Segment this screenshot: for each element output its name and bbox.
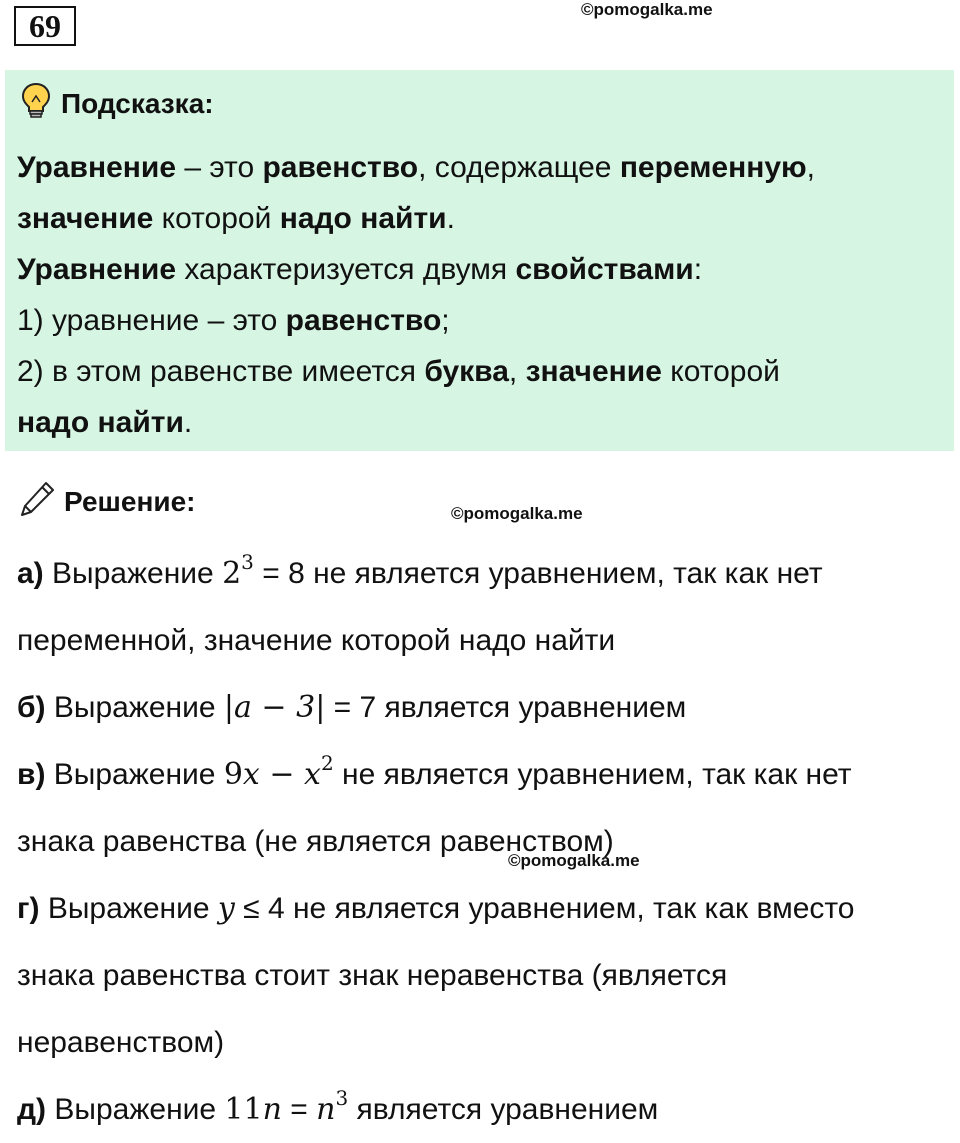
bold-term: значение (525, 355, 662, 388)
solution-item-a-cont: переменной, значение которой надо найти (17, 624, 616, 657)
solution-item-d (17, 1076, 952, 1143)
lightbulb-icon (21, 82, 51, 125)
math-variable: n (316, 1092, 336, 1127)
hint-box (5, 70, 954, 451)
math-operator: − (259, 757, 305, 792)
hint-line (17, 142, 942, 193)
math-exponent: 3 (241, 550, 254, 574)
text: 2) в этом равенстве имеется (17, 355, 425, 388)
bold-term: значение (17, 202, 154, 235)
hint-header (21, 82, 214, 125)
watermark-middle: ©pomogalka.me (451, 504, 583, 523)
item-label: г) (17, 892, 40, 925)
bold-term: надо найти (279, 202, 447, 235)
text: Выражение (39, 892, 218, 925)
math-variable: n (262, 1092, 282, 1127)
text: Выражение (43, 557, 223, 590)
solution-title: Решение: (64, 485, 196, 517)
solution-item-b (17, 674, 952, 741)
item-label: д) (17, 1093, 47, 1126)
solution-item-g-cont: знака равенства стоит знак неравенства (является (17, 959, 728, 992)
text: : (693, 253, 703, 286)
text: = (281, 1093, 317, 1126)
text: = 7 является уравнением (325, 691, 687, 724)
math-number: 9 (223, 757, 243, 792)
math-number: 11 (224, 1092, 263, 1127)
solution-item-g (17, 875, 952, 942)
text: которой (661, 355, 780, 388)
text: , (508, 355, 526, 388)
solution-item-v (17, 741, 952, 808)
solution-item-a (17, 540, 952, 607)
bold-term: Уравнение (17, 151, 177, 184)
bold-term: переменную (619, 151, 807, 184)
bold-term: буква (424, 355, 509, 388)
item-label: а) (17, 557, 44, 590)
pencil-icon (18, 480, 56, 523)
hint-line (17, 244, 942, 295)
bold-term: равенство (285, 304, 442, 337)
text: Выражение (45, 758, 224, 791)
text: , (806, 151, 815, 184)
solution-item-g-cont2: неравенством) (17, 1026, 225, 1059)
text: ; (441, 304, 450, 337)
text: которой (153, 202, 280, 235)
math-exponent: 2 (320, 751, 334, 775)
hint-line (17, 346, 942, 397)
text: характеризуется двумя (176, 253, 516, 286)
math-expression: |a − 3| (223, 690, 326, 725)
bold-term: Уравнение (17, 253, 177, 286)
bold-term: надо найти (17, 406, 184, 439)
text: . (446, 202, 455, 235)
text: Выражение (45, 691, 224, 724)
text: = 8 не является уравнением, так как нет (253, 557, 823, 590)
hint-line (17, 397, 942, 448)
text: не является уравнением, так как нет (333, 758, 852, 791)
watermark-top: ©pomogalka.me (581, 0, 713, 19)
text: ≤ 4 не является уравнением, так как вместо (234, 892, 855, 925)
math-variable: x (304, 757, 321, 792)
hint-line (17, 193, 942, 244)
bold-term: свойствами (515, 253, 694, 286)
task-number: 69 (14, 6, 76, 46)
bold-term: равенство (262, 151, 419, 184)
math-variable: y (217, 891, 235, 926)
text: , содержащее (418, 151, 620, 184)
item-label: б) (17, 691, 46, 724)
math-exponent: 3 (335, 1086, 349, 1110)
hint-title: Подсказка: (61, 87, 214, 119)
text: . (183, 406, 193, 439)
item-label: в) (17, 758, 46, 791)
watermark-bottom: ©pomogalka.me (508, 851, 640, 870)
text: – это (176, 151, 263, 184)
solution-item-v-cont: знака равенства (не является равенством) (17, 825, 614, 858)
solution-header (18, 480, 195, 523)
math-variable: x (242, 757, 260, 792)
text: 1) уравнение – это (17, 304, 286, 337)
hint-text (17, 142, 942, 448)
solution-text (17, 540, 952, 1143)
hint-line (17, 295, 942, 346)
text: Выражение (46, 1093, 225, 1126)
math-base: 2 (222, 556, 242, 591)
text: является уравнением (348, 1093, 659, 1126)
